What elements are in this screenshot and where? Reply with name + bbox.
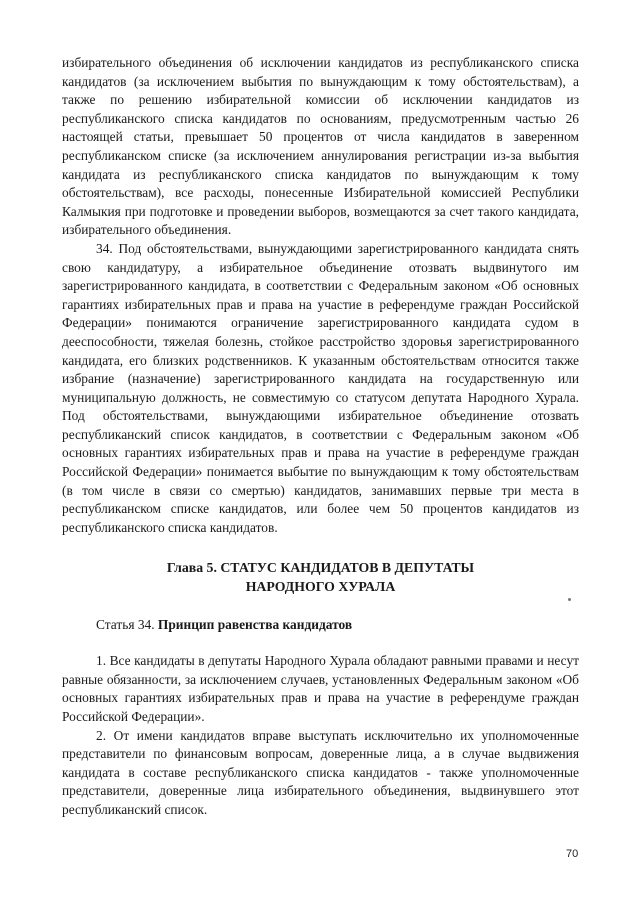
paragraph-article-34-part-1: 1. Все кандидаты в депутаты Народного Хурала обладают равными правами и несут равные обязанности, за исключением случаев, установленных Федеральным законом «Об основных гарантиях избирательных прав и права на участие в референдуме граждан Российской Федерации». [62,653,579,724]
page-number: 70 [566,848,579,860]
article-title [62,616,579,635]
paragraph-item-34: 34. Под обстоятельствами, вынуждающими зарегистрированного кандидата снять свою кандидатуру, а избирательное объединение отозвать выдвинутого им зарегистрированного кандидата, в соответствии с Федеральным законом «Об основных гарантиях избирательных прав и права на участие в референдуме граждан Российской Федерации» понимаются ограничение зарегистрированного кандидата судом в дееспособности, тяжелая болезнь, стойкое расстройство здоровья зарегистрированного кандидата, его близких родственников. К указанным обстоятельствам относится также избрание (назначение) зарегистрированного кандидата на государственную или муниципальную должность, не совместимую со статусом депутата Народного Хурала. Под обстоятельствами, вынуждающими избирательное объединение отозвать республиканский список кандидатов, в соответствии с Федеральным законом «Об основных гарантиях избирательных прав и права на участие в референдуме граждан Российской Федерации» понимается выбытие по вынуждающим к тому обстоятельствам (в том числе в связи со смертью) кандидатов, занимавших первые три места в республиканском списке кандидатов, или более чем 50 процентов кандидатов из республиканского списка кандидатов. [62,240,579,535]
spacer [62,634,579,652]
article-name: Принцип равенства кандидатов [157,616,353,632]
paragraph-article-34-part-2: 2. От имени кандидатов вправе выступать исключительно их уполномоченные представители по финансовым вопросам, доверенные лица, а в случае выдвижения кандидата в составе республиканского списка кандидатов - также уполномоченные представители, доверенные лица избирательного объединения, выдвинувшего этот республиканский список. [62,727,579,817]
scan-artifact-dot [568,598,571,601]
chapter-heading-line-1: Глава 5. СТАТУС КАНДИДАТОВ В ДЕПУТАТЫ [166,560,475,576]
chapter-heading [62,559,579,596]
document-page [62,54,579,820]
paragraph-continuation: избирательного объединения об исключении кандидатов из республиканского списка кандидатов (за исключением выбытия по вынуждающим к тому обстоятельствам), а также по решению избирательной комиссии об исключении кандидатов из республиканского списка кандидатов по основаниям, предусмотренным частью 26 настоящей статьи, превышает 50 процентов от числа кандидатов в заверенном республиканском списке (за исключением аннулирования регистрации из-за выбытия кандидата из республиканского списка кандидатов по вынуждающим к тому обстоятельствам), все расходы, понесенные Избирательной комиссией Республики Калмыкия при подготовке и проведении выборов, возмещаются за счет такого кандидата, избирательного объединения. [62,55,579,238]
article-number: Статья 34. [96,616,158,632]
chapter-heading-line-2: НАРОДНОГО ХУРАЛА [245,579,396,595]
